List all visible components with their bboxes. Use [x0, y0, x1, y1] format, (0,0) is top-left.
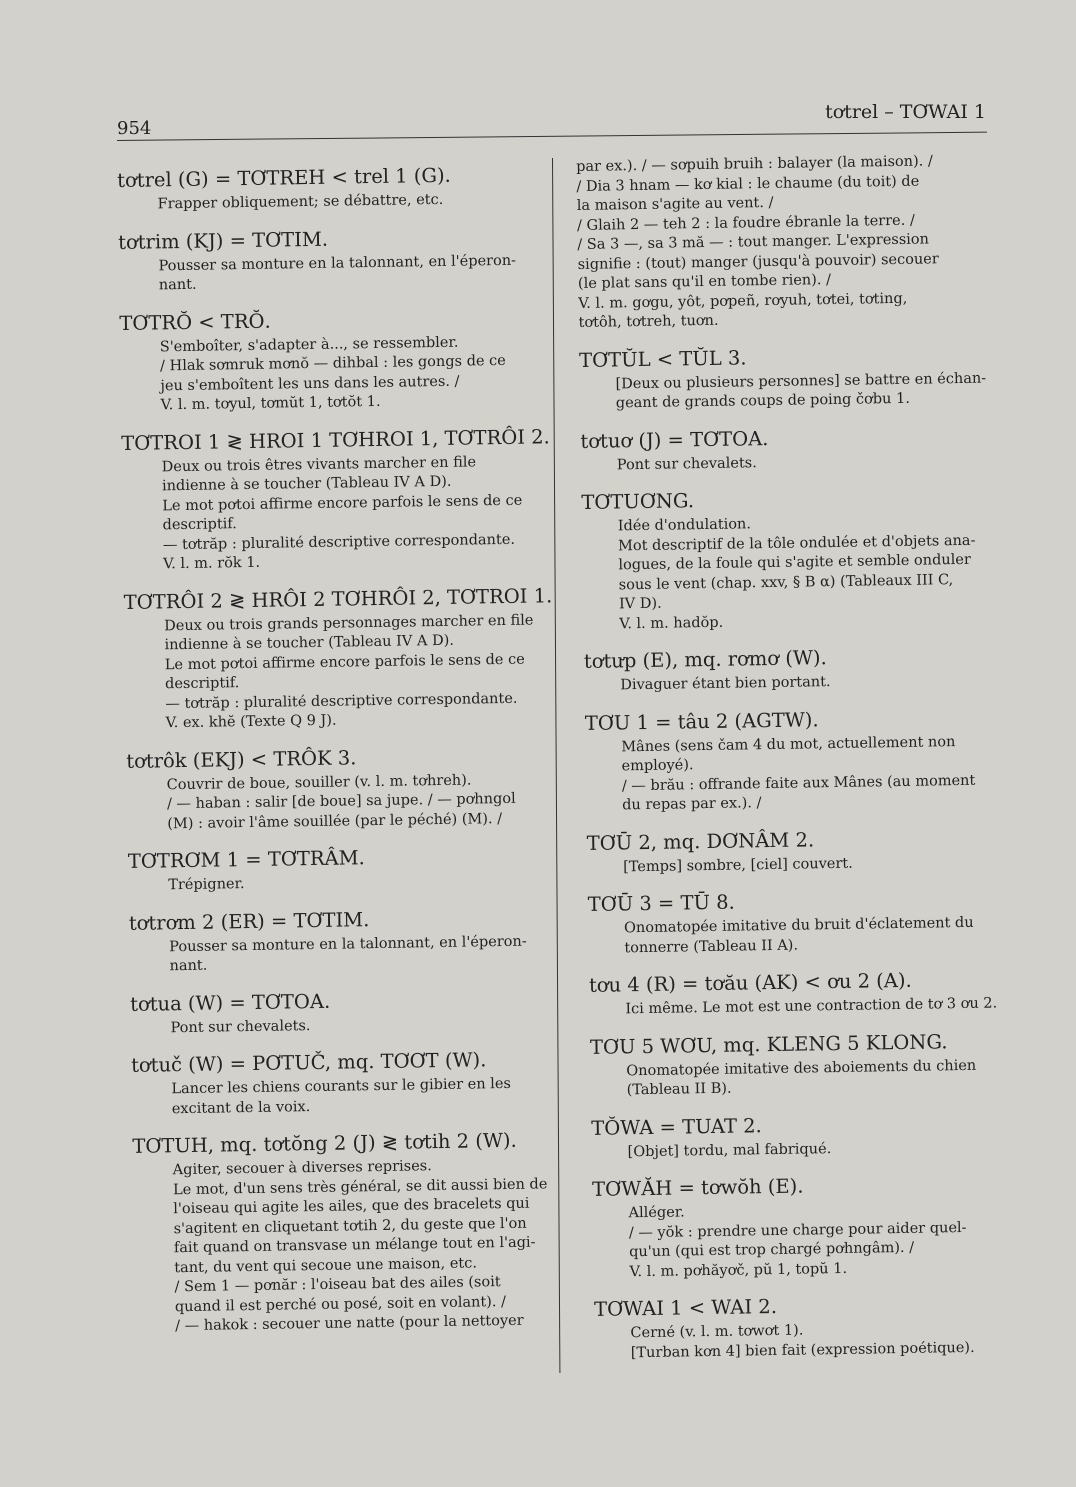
dictionary-entry	[118, 223, 549, 297]
entry-definition	[130, 1013, 560, 1039]
entry-definition	[131, 1074, 562, 1120]
definition-line: Agiter, secouer à diverses reprises.	[172, 1158, 432, 1179]
definition-line: Mot descriptif de la tôle ondulée et d'objets ana-	[617, 532, 976, 554]
definition-line: [Deux ou plusieurs personnes] se battre en échan-	[615, 370, 987, 392]
definition-line: / Glaih 2 — teh 2 : la foudre ébranle la terre. /	[576, 212, 915, 234]
definition-line: Le mot, d'un sens très général, se dit aussi bien de	[172, 1175, 548, 1198]
right-column-entries	[579, 341, 1009, 1364]
definition-line: fait quand on transvase un mélange tout en l'agi-	[173, 1234, 536, 1257]
dictionary-entry	[581, 483, 997, 634]
entry-definition	[590, 1056, 1005, 1101]
entry-definition	[133, 1155, 566, 1337]
definition-line: V. l. m. gơgu, yôt, pơpeñ, rơyuh, tơtei, tơting,	[578, 290, 908, 312]
entry-headword: tơtrơm 2 (ER) = TƠTIM.	[128, 907, 370, 935]
definition-line: jeu s'emboîtent les uns dans les autres. /	[160, 373, 460, 394]
entry-definition	[588, 913, 1003, 958]
definition-line: Alléger.	[628, 1204, 685, 1222]
entry-headword: TƠU 1 = tâu 2 (AGTW).	[584, 707, 819, 735]
definition-line: Le mot pơtoi affirme encore parfois le sens de ce	[162, 492, 523, 514]
entry-definition	[585, 732, 1000, 816]
entry-definition	[592, 1198, 1007, 1282]
dictionary-entry	[121, 424, 553, 576]
definition-line: sous le vent (chap. xxv, § B α) (Tableaux III C,	[618, 571, 954, 593]
definition-line: geant de grands coups de poing čơbu 1.	[615, 390, 911, 412]
entry-definition	[118, 251, 549, 297]
entry-headword: TƠTRƠM 1 = TƠTRÂM.	[127, 846, 365, 873]
dictionary-entry	[124, 583, 556, 735]
definition-line: / — haban : salir [de boue] sa jupe. / — pơhngol	[166, 790, 516, 813]
definition-line: tơtôh, tơtreh, tuơn.	[578, 312, 719, 331]
definition-line: / Sa 3 —, sa 3 mă — : tout manger. L'expression	[577, 231, 930, 253]
definition-line: Onomatopée imitative du bruit d'éclatement du	[623, 914, 974, 937]
definition-line: [Turban kơn 4] bien fait (expression poétique).	[630, 1339, 975, 1361]
entry-headword: TƠTUH, mq. tơtŏng 2 (J) ≷ tơtih 2 (W).	[132, 1128, 517, 1158]
definition-line: / — yŏk : prendre une charge pour aider quel-	[628, 1219, 967, 1241]
entry-definition	[129, 932, 560, 978]
entry-definition	[582, 511, 998, 634]
entry-definition	[591, 1137, 1005, 1163]
definition-line: (le plat sans qu'il en tombe rien). /	[577, 272, 832, 292]
entry-definition	[579, 369, 994, 414]
dictionary-entry	[594, 1290, 1009, 1363]
entry-headword: TƠTUƠNG.	[581, 489, 695, 514]
definition-line: l'oiseau qui agite les ailes, que des bracelets qui	[173, 1195, 530, 1218]
definition-line: nant.	[169, 957, 208, 975]
dictionary-entry	[579, 341, 994, 414]
entry-headword: tơtuơ (J) = TƠTOA.	[580, 426, 769, 453]
entry-definition	[594, 1318, 1009, 1363]
definition-line: s'agitent en cliquetant tơtih 2, du geste que l'on	[173, 1215, 527, 1237]
definition-line: Onomatopée imitative des aboiements du chien	[626, 1057, 977, 1079]
definition-line: descriptif.	[162, 516, 237, 534]
definition-line: / — hakok : secouer une natte (pour la nettoyer	[175, 1312, 524, 1335]
definition-line: Frapper obliquement; se débattre, etc.	[157, 191, 444, 213]
definition-line: descriptif.	[164, 675, 240, 693]
dictionary-entry	[590, 1028, 1005, 1101]
entry-headword: TŎWA = TUAT 2.	[591, 1113, 762, 1140]
dictionary-entry	[588, 885, 1003, 958]
definition-line: / Dia 3 hnam — kơ kial : le chaume (du toit) de	[576, 173, 920, 195]
definition-line: par ex.). / — sơpuih bruih : balayer (la maison). /	[576, 153, 933, 175]
definition-line: — tơtrăp : pluralité descriptive correspondante.	[165, 690, 518, 712]
dictionary-entry	[580, 422, 995, 476]
entry-definition	[120, 332, 551, 417]
dictionary-entry	[585, 704, 1001, 816]
definition-line: indienne à se toucher (Tableau IV A D).	[164, 632, 455, 654]
entry-headword: tơtrôk (EKJ) < TRÔK 3.	[126, 745, 357, 773]
definition-line: Deux ou trois êtres vivants marcher en file	[161, 453, 477, 475]
entry-headword: tơtưp (E), mq. rơmơ (W).	[583, 646, 827, 673]
definition-line: excitant de la voix.	[171, 1098, 311, 1117]
definition-line: Couvrir de boue, souiller (v. l. m. tơhreh).	[166, 772, 472, 793]
entry-headword: TƠTŬL < TŬL 3.	[578, 345, 747, 372]
definition-line: Idée d'ondulation.	[617, 516, 752, 535]
entry-headword: tơtrim (KJ) = TƠTIM.	[117, 227, 329, 254]
definition-line: Ici même. Le mot est une contraction de tơ 3 ơu 2.	[625, 995, 998, 1018]
left-column	[117, 161, 566, 1351]
definition-line: tonnerre (Tableau II A).	[624, 937, 799, 956]
entry-headword: TƠWĂH = tơwŏh (E).	[592, 1174, 804, 1201]
entry-definition	[581, 450, 995, 476]
definition-line: employé).	[621, 757, 694, 775]
right-column	[576, 151, 1009, 1377]
definition-line: Divaguer étant bien portant.	[620, 674, 831, 694]
entry-definition	[124, 611, 556, 735]
definition-line: [Temps] sombre, [ciel] couvert.	[623, 855, 853, 875]
definition-line: Le mot pơtoi affirme encore parfois le sens de ce	[164, 651, 525, 673]
definition-line: [Objet] tordu, mal fabriqué.	[627, 1140, 832, 1160]
definition-line: / Sem 1 — pơnăr : l'oiseau bat des ailes (soit	[174, 1274, 501, 1296]
entry-headword: TƠŪ 2, mq. DƠNÂM 2.	[586, 827, 815, 855]
running-head: tơtrel – TƠWAI 1	[825, 101, 986, 123]
dictionary-entry	[592, 1170, 1008, 1282]
entry-headword: tơtua (W) = TƠTOA.	[129, 989, 331, 1016]
definition-line: — tơtrăp : pluralité descriptive correspondante.	[162, 531, 516, 553]
definition-line: Mânes (sens čam 4 du mot, actuellement non	[621, 733, 956, 755]
definition-line: Deux ou trois grands personnages marcher en file	[164, 612, 534, 634]
dictionary-entry	[130, 985, 561, 1039]
dictionary-entry	[132, 1127, 565, 1337]
definition-line: Pousser sa monture en la talonnant, en l'éperon-	[169, 933, 527, 955]
entry-definition	[122, 452, 554, 576]
definition-line: / — brău : offrande faite aux Mânes (au moment	[621, 772, 976, 794]
definition-line: logues, de la foule qui s'agite et semble onduler	[618, 551, 971, 574]
definition-line: quand il est perché ou posé, soit en volant). /	[174, 1293, 507, 1315]
definition-line: Pousser sa monture en la talonnant, en l'éperon-	[158, 252, 517, 274]
definition-line: Pont sur chevalets.	[170, 1017, 311, 1036]
entry-headword: tơtrel (G) = TƠTREH < trel 1 (G).	[117, 163, 451, 192]
definition-line: / Hlak sơmruk mơnŏ — dihbal : les gongs de ce	[159, 352, 506, 375]
definition-line: indienne à se toucher (Tableau IV A D).	[161, 473, 452, 495]
definition-line: (M) : avoir l'âme souillée (par le péché) (M). /	[167, 810, 503, 832]
definition-line: Lancer les chiens courants sur le gibier en les	[171, 1075, 512, 1098]
definition-line: Pont sur chevalets.	[616, 454, 757, 473]
entry-headword: TƠTROI 1 ≷ HROI 1 TƠHROI 1, TƠTRÔI 2.	[121, 424, 550, 455]
entry-headword: tơtuč (W) = PƠTUČ, mq. TƠƠT (W).	[130, 1048, 487, 1077]
definition-line: V. ex. khĕ (Texte Q 9 J).	[165, 712, 337, 732]
continued-entry	[576, 151, 993, 333]
definition-line: V. l. m. rŏk 1.	[163, 554, 261, 573]
definition-line: Trépigner.	[168, 876, 245, 894]
page-number: 954	[117, 118, 152, 139]
definition-line: (Tableau II B).	[626, 1080, 732, 1099]
header-rule	[117, 132, 987, 141]
definition-line: S'emboîter, s'adapter à..., se ressembler.	[159, 334, 459, 355]
definition-line: la maison s'agite au vent. /	[576, 194, 774, 214]
entry-definition	[589, 994, 1003, 1020]
definition-line: IV D).	[618, 595, 662, 613]
entry-definition	[584, 670, 998, 696]
dictionary-entry	[126, 742, 557, 835]
dictionary-entry	[129, 904, 560, 978]
definition-line: V. l. m. tơyul, tơmŭt 1, tơtŏt 1.	[160, 393, 381, 414]
dictionary-entry	[587, 824, 1002, 878]
definition-line: nant.	[158, 276, 197, 294]
dictionary-entry	[131, 1046, 562, 1120]
dictionary-entry	[589, 966, 1004, 1020]
entry-definition	[587, 852, 1001, 878]
definition-line: qu'un (qui est trop chargé pơhngâm). /	[629, 1239, 915, 1261]
entry-headword: TƠU 5 WƠU, mq. KLENG 5 KLONG.	[589, 1029, 948, 1059]
definition-line: tant, du vent qui secoue une maison, etc.	[174, 1254, 478, 1276]
dictionary-entry	[119, 304, 551, 417]
definition-line: du repas par ex.). /	[622, 795, 762, 814]
dictionary-entry	[117, 161, 548, 215]
entry-definition	[127, 770, 558, 835]
entry-headword: TƠŪ 3 = TŪ 8.	[587, 890, 735, 916]
definition-line: V. l. m. pơhăyơč, pŭ 1, topŭ 1.	[629, 1260, 848, 1280]
dictionary-entry	[584, 642, 999, 696]
definition-line: Cerné (v. l. m. tơwơt 1).	[630, 1322, 804, 1342]
entry-definition	[128, 870, 558, 896]
entry-headword: TƠTRŎ < TRŎ.	[119, 309, 271, 335]
dictionary-entry	[591, 1109, 1006, 1163]
entry-definition	[117, 189, 547, 215]
definition-line: signifie : (tout) manger (jusqu'à pouvoir) secouer	[577, 250, 939, 273]
entry-headword: TƠTRÔI 2 ≷ HRÔI 2 TƠHRÔI 2, TƠTROI 1.	[123, 583, 553, 614]
dictionary-entry	[128, 842, 559, 896]
entry-headword: TƠWAI 1 < WAI 2.	[593, 1294, 778, 1321]
definition-line: V. l. m. hadŏp.	[619, 614, 724, 632]
entry-headword: tơu 4 (R) = tơău (AK) < ơu 2 (A).	[588, 968, 912, 997]
